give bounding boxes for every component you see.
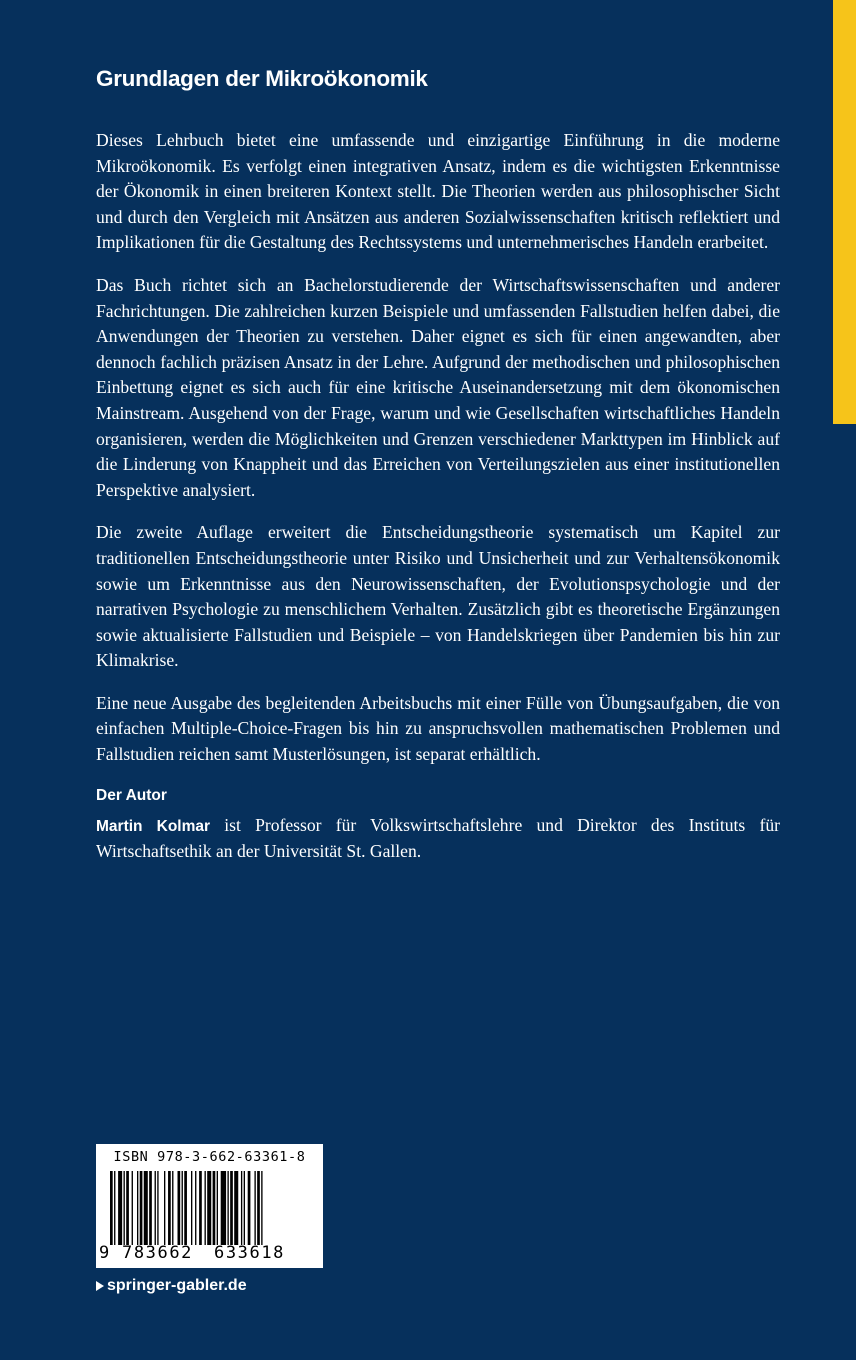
description-paragraph-4: Eine neue Ausgabe des begleitenden Arbeitsbuchs mit einer Fülle von Übungsaufgaben, die von einfachen Multiple-Choice-Fragen bis hin zu anspruchsvollen mathematischen Problemen und Fallstudien reichen samt Musterlösungen, ist separat erhältlich. [96, 692, 780, 765]
barcode-bar [195, 1171, 196, 1245]
barcode-bar [114, 1171, 115, 1245]
barcode-bar [261, 1171, 262, 1245]
barcode-bar [217, 1171, 218, 1245]
barcode-bar [140, 1171, 143, 1245]
isbn-label: ISBN 978-3-662-63361-8 [113, 1149, 306, 1165]
barcode-bar [157, 1171, 158, 1245]
author-heading: Der Autor [96, 786, 167, 804]
barcode-bar [182, 1171, 183, 1245]
back-cover-text [96, 62, 780, 882]
publisher-link[interactable] [96, 1275, 247, 1297]
barcode-digits-left: 783662 [122, 1243, 194, 1263]
barcode-bar [164, 1171, 165, 1245]
isbn-barcode [96, 1144, 323, 1268]
arrow-right-icon [96, 1281, 104, 1291]
description-paragraph-2: Das Buch richtet sich an Bachelorstudierende der Wirtschaftswissenschaften und anderer Fachrichtungen. Die zahlreichen kurzen Beispiele und umfassenden Fallstudien helfen dabei, die Anwendungen der Theorien zu verstehen. Daher eignet es sich für einen angewandten, aber dennoch fachlich präzisen Ansatz in der Lehre. Aufgrund der methodischen und philosophischen Einbettung eignet es sich auch für eine kritische Auseinandersetzung mit dem ökonomischen Mainstream. Ausgehend von der Frage, warum und wie Gesellschaften wirtschaftliches Handeln organisieren, werden die Möglichkeiten und Grenzen verschiedener Markttypen im Hinblick auf die Linderung von Knappheit und das Erreichen von Verteilungszielen aus einer institutionellen Perspektive analysiert. [96, 274, 780, 500]
publisher-url: springer-gabler.de [107, 1277, 247, 1294]
description-paragraph-1: Dieses Lehrbuch bietet eine umfassende und einzigartige Einführung in die moderne Mikroökonomik. Es verfolgt einen integrativen Ansatz, indem es die wichtigsten Erkenntnisse der Ökonomik in einen breiteren Kontext stellt. Die Theorien werden aus philosophischer Sicht und durch den Vergleich mit Ansätzen aus anderen Sozialwissenschaften kritisch reflektiert und Implikationen für die Gestaltung des Rechtssystems und unternehmerisches Handeln erarbeitet. [96, 130, 780, 253]
barcode-bar [248, 1171, 251, 1245]
barcode-bar [155, 1171, 156, 1245]
barcode-bar [124, 1171, 125, 1245]
book-title: Grundlagen der Mikroökonomik [96, 66, 428, 91]
barcode-bar [144, 1171, 148, 1245]
barcode-bar [184, 1171, 187, 1245]
barcode-bar [213, 1171, 216, 1245]
barcode-bar [132, 1171, 133, 1245]
barcode-bar [149, 1171, 152, 1245]
barcode-bar [205, 1171, 206, 1245]
barcode-bar [227, 1171, 228, 1245]
author-bio [96, 813, 780, 865]
barcode-bar [207, 1171, 211, 1245]
barcode-bars [110, 1171, 309, 1245]
barcode-digits-right: 633618 [214, 1243, 286, 1263]
author-bio-text: ist Professor für Volkswirtschaftslehre und Direktor des Instituts für Wirtschaftsethik an der Universität St. Gallen. [96, 814, 780, 862]
author-name: Martin Kolmar [96, 817, 211, 835]
barcode-bar [168, 1171, 171, 1245]
barcode-bar [221, 1171, 226, 1245]
barcode-bar [126, 1171, 129, 1245]
barcode-digit-first: 9 [99, 1243, 110, 1263]
barcode-bar [191, 1171, 192, 1245]
barcode-bar [244, 1171, 245, 1245]
barcode-bar [257, 1171, 260, 1245]
barcode-bar [230, 1171, 233, 1245]
accent-bar [833, 0, 856, 424]
barcode-bar [110, 1171, 113, 1245]
barcode-bar [172, 1171, 173, 1245]
barcode-bar [241, 1171, 242, 1245]
barcode-bar [118, 1171, 122, 1245]
barcode-bar [137, 1171, 138, 1245]
barcode-bar [254, 1171, 255, 1245]
barcode-bar [178, 1171, 181, 1245]
barcode-bar [234, 1171, 238, 1245]
barcode-bar [199, 1171, 202, 1245]
description-paragraph-3: Die zweite Auflage erweitert die Entscheidungstheorie systematisch um Kapitel zur traditionellen Entscheidungstheorie unter Risiko und Unsicherheit und zur Verhaltensökonomik sowie um Erkenntnisse aus den Neurowissenschaften, der Evolutionspsychologie und der narrativen Psychologie zu menschlichem Verhalten. Zusätzlich gibt es theoretische Ergänzungen sowie aktualisierte Fallstudien und Beispiele – von Handelskriegen über Pandemien bis hin zur Klimakrise. [96, 522, 780, 671]
